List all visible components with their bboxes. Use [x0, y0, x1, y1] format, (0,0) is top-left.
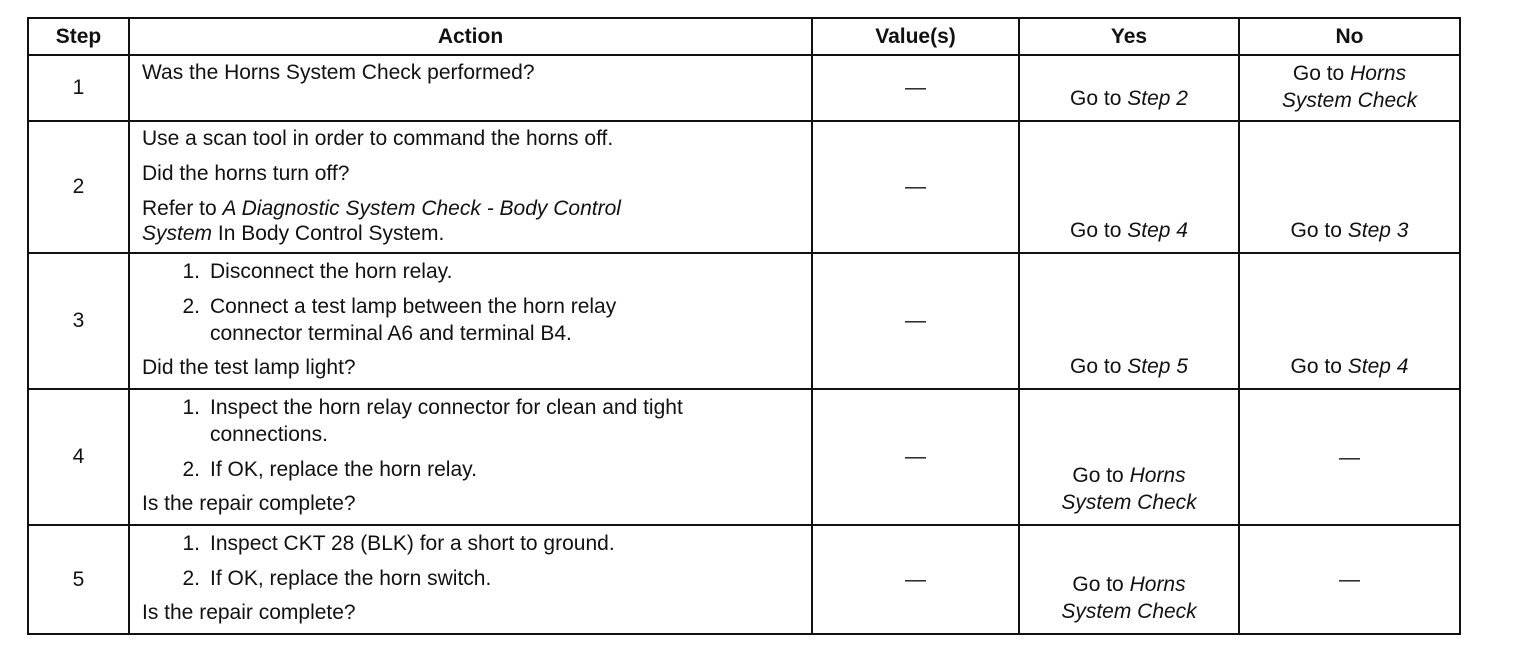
header-step: Step — [28, 18, 129, 55]
no-target-b: System Check — [1281, 89, 1418, 112]
list-item — [142, 530, 811, 557]
list-item — [142, 565, 811, 592]
yes-prefix: Go to — [1072, 464, 1124, 487]
yes-cell — [1019, 253, 1239, 389]
value-cell: — — [812, 525, 1019, 634]
list-text: Disconnect the horn relay. — [210, 260, 453, 283]
no-prefix: Go to — [1292, 62, 1345, 85]
step-number: 1 — [28, 55, 129, 121]
step-number: 3 — [28, 253, 129, 389]
action-cell — [129, 121, 812, 253]
list-number: 2. — [182, 567, 200, 590]
action-question: Did the test lamp light? — [142, 356, 356, 379]
header-no: No — [1239, 18, 1460, 55]
yes-cell — [1019, 389, 1239, 525]
refer-doc-b: System — [142, 222, 213, 245]
refer-suffix: In Body Control System. — [217, 222, 445, 245]
list-item — [142, 394, 811, 448]
no-target: Step 3 — [1347, 219, 1409, 242]
list-number: 2. — [182, 458, 200, 481]
yes-cell — [1019, 525, 1239, 634]
header-values: Value(s) — [812, 18, 1019, 55]
action-question: Did the horns turn off? — [142, 162, 350, 185]
step-number: 4 — [28, 389, 129, 525]
step-number: 2 — [28, 121, 129, 253]
header-action: Action — [129, 18, 812, 55]
diagnostic-table — [27, 17, 1461, 635]
yes-target-a: Horns — [1129, 573, 1186, 596]
no-cell: — — [1239, 525, 1460, 634]
no-target-a: Horns — [1350, 62, 1407, 85]
list-item — [142, 293, 811, 347]
action-question: Was the Horns System Check performed? — [142, 61, 535, 84]
list-number: 2. — [182, 295, 200, 318]
yes-target: Step 5 — [1127, 355, 1188, 378]
yes-target-a: Horns — [1129, 464, 1186, 487]
action-cell — [129, 55, 812, 121]
no-cell — [1239, 55, 1460, 121]
list-number: 1. — [182, 396, 200, 419]
action-cell — [129, 253, 812, 389]
refer-doc-a: A Diagnostic System Check - Body Control — [222, 197, 621, 220]
list-text: Inspect the horn relay connector for clean and tight connections. — [210, 396, 683, 446]
no-prefix: Go to — [1290, 355, 1342, 378]
no-cell — [1239, 253, 1460, 389]
yes-cell — [1019, 55, 1239, 121]
yes-prefix: Go to — [1070, 219, 1122, 242]
header-row — [28, 18, 1460, 55]
action-cell — [129, 525, 812, 634]
step-number: 5 — [28, 525, 129, 634]
list-item — [142, 258, 811, 285]
yes-target: Step 2 — [1127, 87, 1188, 110]
list-number: 1. — [182, 260, 200, 283]
table-row — [28, 121, 1460, 253]
value-cell: — — [812, 253, 1019, 389]
no-target: Step 4 — [1347, 355, 1409, 378]
action-question: Is the repair complete? — [142, 601, 356, 624]
refer-prefix: Refer to — [142, 197, 217, 220]
yes-prefix: Go to — [1072, 573, 1124, 596]
action-question: Is the repair complete? — [142, 492, 356, 515]
yes-target: Step 4 — [1127, 219, 1188, 242]
yes-prefix: Go to — [1070, 87, 1122, 110]
no-cell: — — [1239, 389, 1460, 525]
list-item — [142, 456, 811, 483]
list-text: Connect a test lamp between the horn relay connector terminal A6 and terminal B4. — [210, 295, 617, 345]
table-row — [28, 253, 1460, 389]
list-number: 1. — [182, 532, 200, 555]
value-cell: — — [812, 121, 1019, 253]
action-cell — [129, 389, 812, 525]
yes-target-b: System Check — [1061, 600, 1197, 623]
table-row — [28, 55, 1460, 121]
action-line: Use a scan tool in order to command the horns off. — [142, 127, 614, 150]
value-cell: — — [812, 389, 1019, 525]
list-text: If OK, replace the horn switch. — [210, 567, 492, 590]
no-prefix: Go to — [1290, 219, 1342, 242]
yes-prefix: Go to — [1070, 355, 1122, 378]
yes-target-b: System Check — [1061, 491, 1197, 514]
value-cell: — — [812, 55, 1019, 121]
no-cell — [1239, 121, 1460, 253]
header-yes: Yes — [1019, 18, 1239, 55]
table-row — [28, 525, 1460, 634]
list-text: If OK, replace the horn relay. — [210, 458, 477, 481]
list-text: Inspect CKT 28 (BLK) for a short to ground. — [210, 532, 615, 555]
yes-cell — [1019, 121, 1239, 253]
table-row — [28, 389, 1460, 525]
action-refer — [142, 196, 811, 246]
